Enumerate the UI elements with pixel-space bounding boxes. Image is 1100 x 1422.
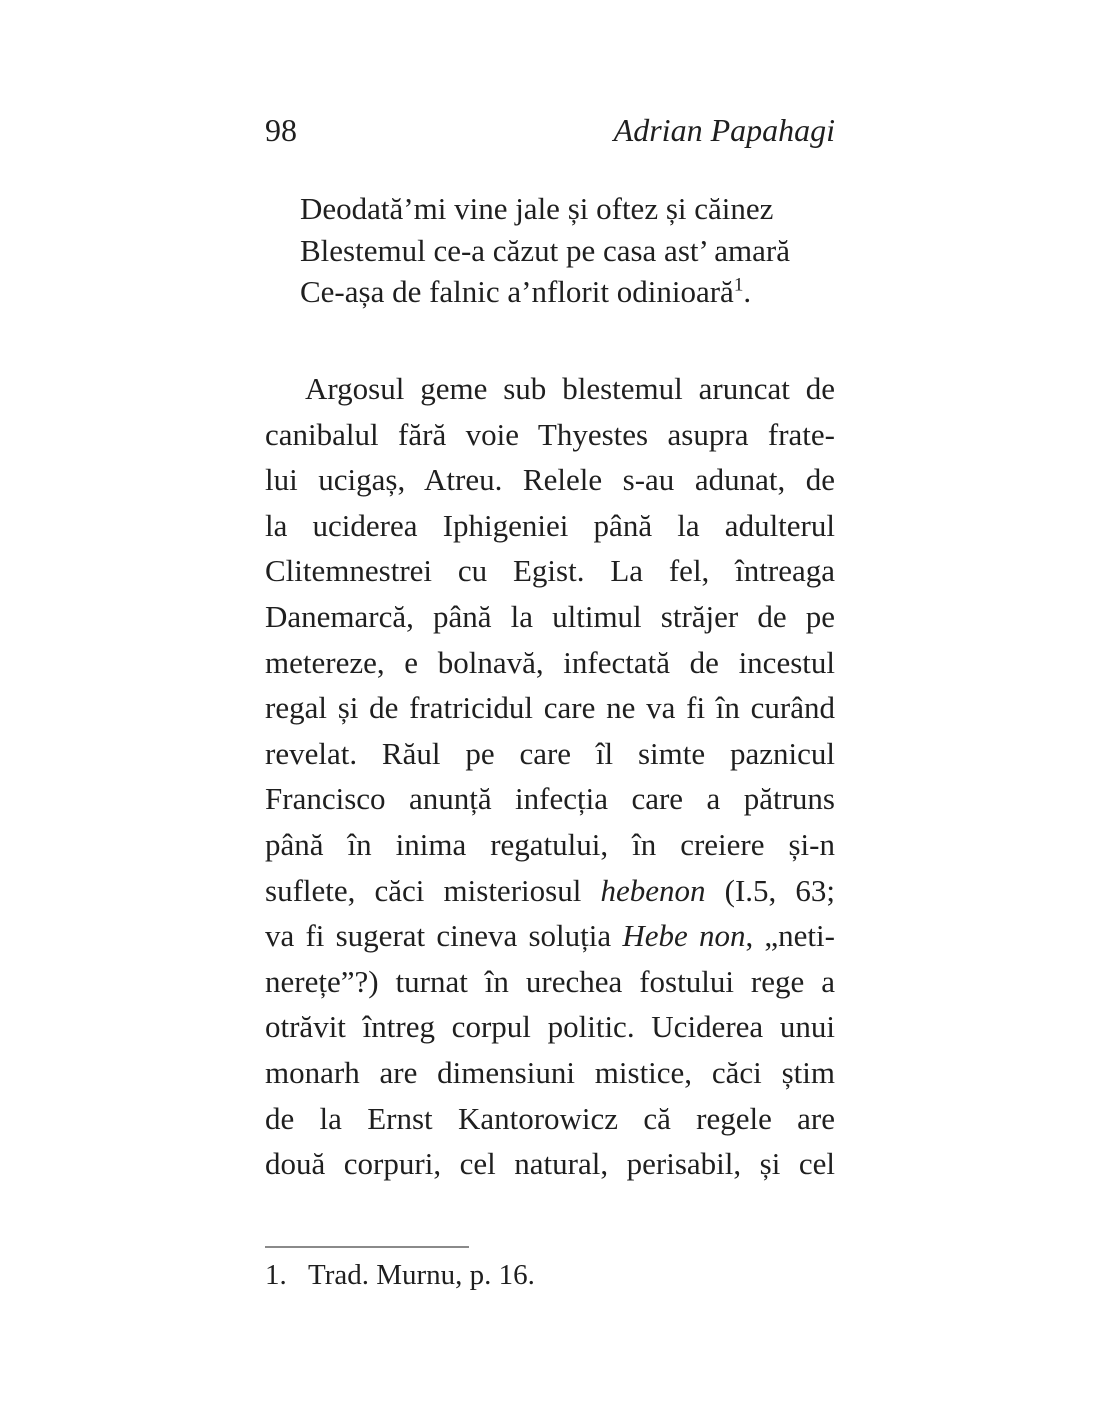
- text-segment: Francisco anunță infecția care a pătruns: [265, 781, 835, 817]
- italic-text: Hebe non: [622, 918, 746, 954]
- page-number: 98: [265, 112, 297, 148]
- verse-line: [300, 271, 840, 313]
- body-line: [265, 959, 835, 1005]
- verse-line: [300, 188, 840, 230]
- text-segment: .: [743, 274, 752, 309]
- footnote-text: Trad. Murnu, p. 16.: [308, 1259, 535, 1291]
- text-segment: Blestemul ce-a căzut pe casa ast’ amară: [300, 232, 790, 268]
- text-segment: regal și de fratricidul care ne va fi în curând: [265, 690, 835, 726]
- body-line: [265, 868, 835, 914]
- body-line: [265, 822, 835, 868]
- text-segment: , „neti-: [745, 918, 835, 954]
- body-line: [265, 1050, 835, 1096]
- text-segment: revelat. Răul pe care îl simte paznicul: [265, 735, 835, 771]
- body-line: [265, 412, 835, 458]
- text-segment: Danemarcă, până la ultimul străjer de pe: [265, 598, 835, 634]
- body-paragraph: [265, 366, 835, 1187]
- body-line: [265, 913, 835, 959]
- verse-quote: [300, 188, 840, 313]
- text-segment: Argosul geme sub blestemul aruncat de: [305, 371, 835, 406]
- footnote-reference: 1: [733, 274, 744, 296]
- body-line: [265, 640, 835, 686]
- text-segment: Ce-așa de falnic a’nflorit odinioară: [300, 274, 734, 309]
- footnote: [265, 1258, 835, 1292]
- italic-text: hebenon: [600, 872, 706, 908]
- body-line: [265, 503, 835, 549]
- text-segment: (I.5, 63;: [705, 872, 835, 908]
- text-segment: lui ucigaș, Atreu. Relele s-au adunat, de: [265, 462, 835, 498]
- text-segment: până în inima regatului, în creiere și-n: [265, 826, 835, 862]
- footnote-marker: 1.: [265, 1259, 287, 1291]
- text-segment: nerețe”?) turnat în urechea fostului rege a: [265, 963, 835, 999]
- verse-line: [300, 230, 840, 272]
- body-line: [265, 1096, 835, 1142]
- text-segment: două corpuri, cel natural, perisabil, și cel: [265, 1146, 835, 1182]
- body-line: [265, 366, 835, 412]
- text-segment: suflete, căci misteriosul: [265, 872, 601, 908]
- text-segment: Clitemnestrei cu Egist. La fel, întreaga: [265, 553, 835, 589]
- body-line: [265, 776, 835, 822]
- page-header: [265, 112, 835, 148]
- body-line: [265, 457, 835, 503]
- footnote-separator: [265, 1246, 469, 1248]
- text-segment: metereze, e bolnavă, infectată de incestul: [265, 644, 835, 680]
- body-line: [265, 731, 835, 777]
- text-segment: otrăvit întreg corpul politic. Uciderea unui: [265, 1009, 835, 1045]
- body-line: [265, 1004, 835, 1050]
- text-segment: Deodată’mi vine jale și oftez și căinez: [300, 191, 774, 226]
- body-line: [265, 1141, 835, 1187]
- body-line: [265, 594, 835, 640]
- text-segment: va fi sugerat cineva soluția: [265, 918, 623, 954]
- text-segment: canibalul fără voie Thyestes asupra frate-: [265, 416, 835, 452]
- body-line: [265, 685, 835, 731]
- text-segment: de la Ernst Kantorowicz că regele are: [265, 1100, 835, 1136]
- body-line: [265, 548, 835, 594]
- running-header-author: Adrian Papahagi: [613, 112, 835, 148]
- text-segment: la uciderea Iphigeniei până la adulterul: [265, 507, 835, 543]
- text-segment: monarh are dimensiuni mistice, căci știm: [265, 1054, 835, 1090]
